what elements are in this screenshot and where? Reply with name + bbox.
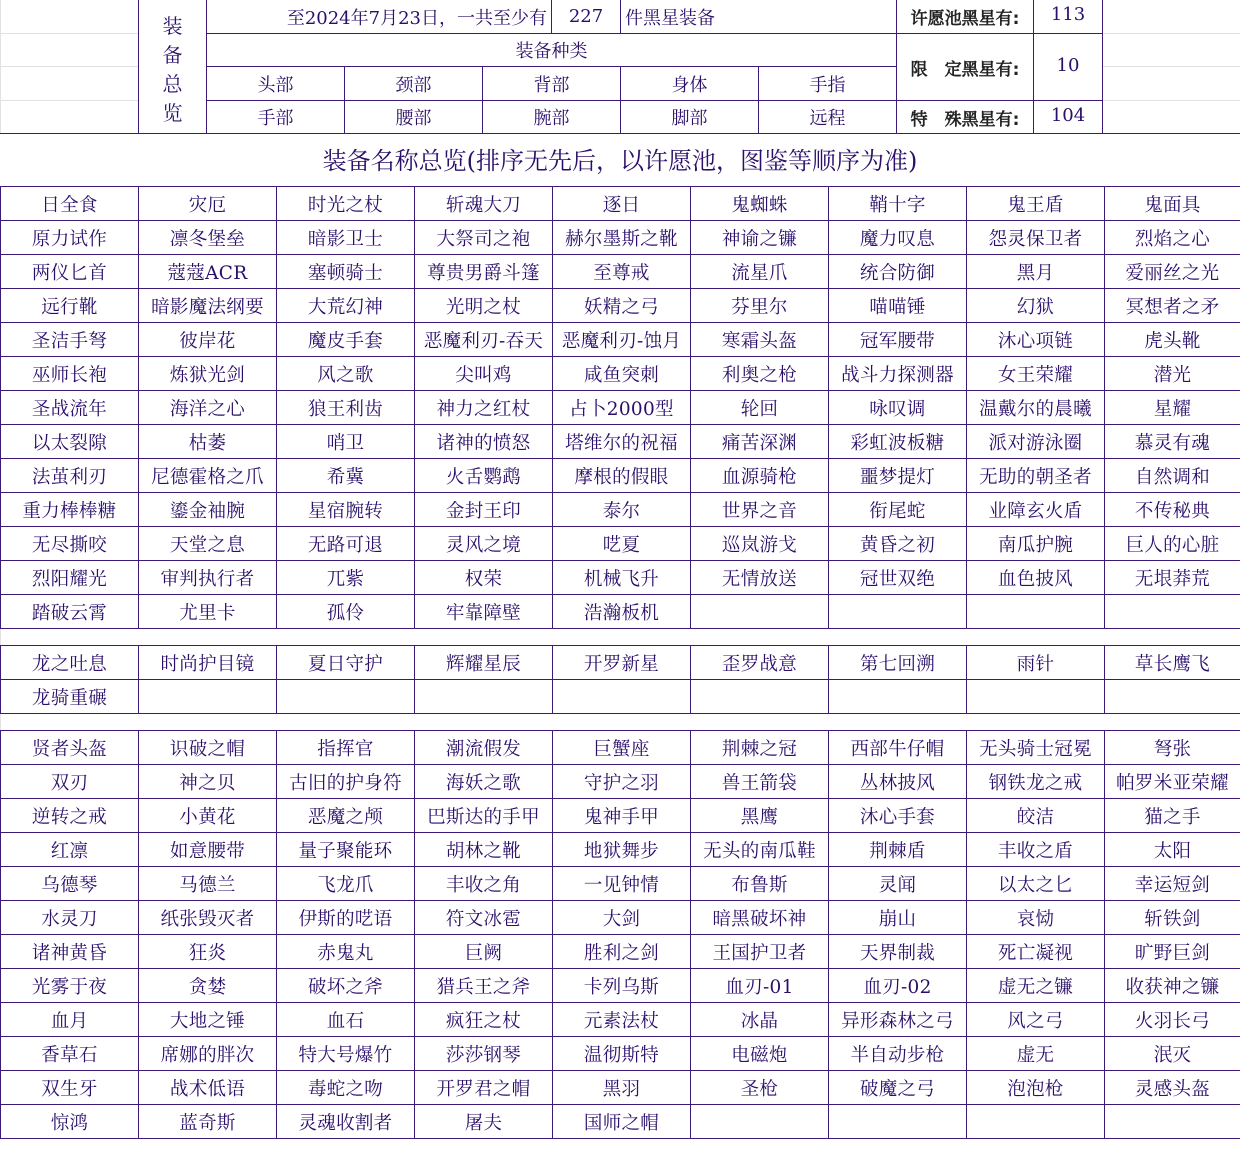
item-cell[interactable]: 丛林披风: [829, 765, 967, 799]
category-hand: 手部: [257, 108, 294, 129]
empty-cell[interactable]: [829, 680, 967, 714]
item-cell[interactable]: 噩梦提灯: [829, 459, 967, 493]
item-cell[interactable]: 尼德霍格之爪: [139, 459, 277, 493]
item-cell[interactable]: 咸鱼突刺: [553, 357, 691, 391]
table-row: [1, 527, 1240, 561]
item-cell[interactable]: 开罗君之帽: [415, 1071, 553, 1105]
item-cell[interactable]: 歪罗战意: [691, 646, 829, 680]
item-cell[interactable]: 光雾于夜: [1, 969, 139, 1003]
item-cell[interactable]: 贤者头盔: [1, 731, 139, 765]
table-row: [1, 561, 1240, 595]
item-cell[interactable]: 古旧的护身符: [277, 765, 415, 799]
empty-cell[interactable]: [691, 1105, 829, 1139]
item-cell[interactable]: 重力棒棒糖: [1, 493, 139, 527]
item-cell[interactable]: 女王荣耀: [967, 357, 1105, 391]
limited-table: [0, 645, 1240, 714]
item-cell[interactable]: 无头骑士冠冕: [967, 731, 1105, 765]
item-cell[interactable]: 泡泡枪: [967, 1071, 1105, 1105]
item-cell[interactable]: 芬里尔: [691, 289, 829, 323]
item-cell[interactable]: 半自动步枪: [829, 1037, 967, 1071]
item-cell[interactable]: 如意腰带: [139, 833, 277, 867]
item-cell[interactable]: 灵风之境: [415, 527, 553, 561]
item-cell[interactable]: 鞘十字: [829, 187, 967, 221]
item-cell[interactable]: 轮回: [691, 391, 829, 425]
item-cell[interactable]: 贪婪: [139, 969, 277, 1003]
item-cell[interactable]: 乌德琴: [1, 867, 139, 901]
item-cell[interactable]: 火舌鹦鹉: [415, 459, 553, 493]
table-row: [1, 459, 1240, 493]
item-cell[interactable]: 塞顿骑士: [277, 255, 415, 289]
empty-cell[interactable]: [967, 1105, 1105, 1139]
item-cell[interactable]: 痛苦深渊: [691, 425, 829, 459]
item-cell[interactable]: 伊斯的呓语: [277, 901, 415, 935]
item-cell[interactable]: 灾厄: [139, 187, 277, 221]
item-cell[interactable]: 不传秘典: [1105, 493, 1240, 527]
item-cell[interactable]: 双生牙: [1, 1071, 139, 1105]
item-cell[interactable]: 莎莎钢琴: [415, 1037, 553, 1071]
item-cell[interactable]: 飞龙爪: [277, 867, 415, 901]
item-cell[interactable]: 法茧利刃: [1, 459, 139, 493]
item-cell[interactable]: 踏破云霄: [1, 595, 139, 629]
item-cell[interactable]: 电磁炮: [691, 1037, 829, 1071]
item-cell[interactable]: 小黄花: [139, 799, 277, 833]
overview-label-char: 装: [162, 14, 183, 38]
item-cell[interactable]: 流星爪: [691, 255, 829, 289]
category-back: 背部: [533, 74, 570, 96]
item-cell[interactable]: 辉耀星辰: [415, 646, 553, 680]
item-cell[interactable]: 黑羽: [553, 1071, 691, 1105]
item-cell[interactable]: 幻狱: [967, 289, 1105, 323]
category-head: 头部: [257, 74, 294, 96]
item-cell[interactable]: 皎洁: [967, 799, 1105, 833]
item-cell[interactable]: 大祭司之袍: [415, 221, 553, 255]
item-cell[interactable]: 风之弓: [967, 1003, 1105, 1037]
item-cell[interactable]: 天界制裁: [829, 935, 967, 969]
item-cell[interactable]: 狂炎: [139, 935, 277, 969]
limited-label: 限 定黑星有:: [910, 59, 1020, 80]
item-cell[interactable]: 香草石: [1, 1037, 139, 1071]
item-cell[interactable]: 红凛: [1, 833, 139, 867]
item-cell[interactable]: 日全食: [1, 187, 139, 221]
item-cell[interactable]: 量子聚能环: [277, 833, 415, 867]
table-row: [1, 595, 1240, 629]
item-cell[interactable]: 大地之锤: [139, 1003, 277, 1037]
item-cell[interactable]: 符文冰雹: [415, 901, 553, 935]
item-cell[interactable]: 黑鹰: [691, 799, 829, 833]
table-row: [1, 646, 1240, 680]
item-cell[interactable]: 圣洁手弩: [1, 323, 139, 357]
item-cell[interactable]: 战斗力探测器: [829, 357, 967, 391]
item-cell[interactable]: 巡岚游戈: [691, 527, 829, 561]
item-cell[interactable]: 占卜2000型: [553, 391, 691, 425]
item-cell[interactable]: 烈阳耀光: [1, 561, 139, 595]
empty-cell[interactable]: [829, 595, 967, 629]
item-cell[interactable]: 温戴尔的晨曦: [967, 391, 1105, 425]
item-cell[interactable]: 鬼王盾: [967, 187, 1105, 221]
item-cell[interactable]: 猫之手: [1105, 799, 1240, 833]
table-row: [1, 1071, 1240, 1105]
overview-label: [139, 10, 206, 125]
item-cell[interactable]: 灵感头盔: [1105, 1071, 1240, 1105]
item-cell[interactable]: 斩魂大刀: [415, 187, 553, 221]
item-cell[interactable]: 卡列乌斯: [553, 969, 691, 1003]
item-cell[interactable]: 惊鸿: [1, 1105, 139, 1139]
item-cell[interactable]: 死亡凝视: [967, 935, 1105, 969]
item-cell[interactable]: 两仪匕首: [1, 255, 139, 289]
item-cell[interactable]: 机械飞升: [553, 561, 691, 595]
item-cell[interactable]: 尖叫鸡: [415, 357, 553, 391]
table-row: [1, 935, 1240, 969]
item-cell[interactable]: 大荒幻神: [277, 289, 415, 323]
item-cell[interactable]: 荆棘盾: [829, 833, 967, 867]
item-cell[interactable]: 狼王利齿: [277, 391, 415, 425]
item-cell[interactable]: 逐日: [553, 187, 691, 221]
category-wrist: 腕部: [533, 108, 570, 129]
table-row: [1, 833, 1240, 867]
table-row: [1, 1105, 1240, 1139]
item-cell[interactable]: 守护之羽: [553, 765, 691, 799]
item-cell[interactable]: 血源骑枪: [691, 459, 829, 493]
special-count: 104: [1050, 104, 1086, 126]
item-cell[interactable]: 黑月: [967, 255, 1105, 289]
item-cell[interactable]: 沐心手套: [829, 799, 967, 833]
item-cell[interactable]: 魔力叹息: [829, 221, 967, 255]
item-cell[interactable]: 战术低语: [139, 1071, 277, 1105]
item-cell[interactable]: 血色披风: [967, 561, 1105, 595]
table-row: [1, 323, 1240, 357]
item-cell[interactable]: 无情放送: [691, 561, 829, 595]
item-cell[interactable]: 虚无之镰: [967, 969, 1105, 1003]
item-cell[interactable]: 光明之杖: [415, 289, 553, 323]
item-cell[interactable]: 彩虹波板糖: [829, 425, 967, 459]
item-cell[interactable]: 兀紫: [277, 561, 415, 595]
item-cell[interactable]: 一见钟情: [553, 867, 691, 901]
item-cell[interactable]: 雨针: [967, 646, 1105, 680]
item-cell[interactable]: 鬼面具: [1105, 187, 1240, 221]
item-cell[interactable]: 旷野巨剑: [1105, 935, 1240, 969]
item-cell[interactable]: 以太裂隙: [1, 425, 139, 459]
item-cell[interactable]: 星宿腕转: [277, 493, 415, 527]
item-cell[interactable]: 原力试作: [1, 221, 139, 255]
item-cell[interactable]: 草长鹰飞: [1105, 646, 1240, 680]
item-cell[interactable]: 血刃-01: [691, 969, 829, 1003]
item-cell[interactable]: 虚无: [967, 1037, 1105, 1071]
item-cell[interactable]: 龙骑重碾: [1, 680, 139, 714]
item-cell[interactable]: 屠夫: [415, 1105, 553, 1139]
item-cell[interactable]: 哀恸: [967, 901, 1105, 935]
item-cell[interactable]: 海洋之心: [139, 391, 277, 425]
section-title: 装备名称总览(排序无先后，以许愿池，图鉴等顺序为准): [322, 147, 918, 175]
item-cell[interactable]: 无尽撕咬: [1, 527, 139, 561]
table-row: [1, 901, 1240, 935]
item-cell[interactable]: 疯狂之杖: [415, 1003, 553, 1037]
item-cell[interactable]: 开罗新星: [553, 646, 691, 680]
empty-cell[interactable]: [415, 680, 553, 714]
item-cell[interactable]: 凛冬堡垒: [139, 221, 277, 255]
item-cell[interactable]: 海妖之歌: [415, 765, 553, 799]
item-cell[interactable]: 冥想者之矛: [1105, 289, 1240, 323]
table-row: [1, 969, 1240, 1003]
item-cell[interactable]: 暗影魔法纲要: [139, 289, 277, 323]
item-cell[interactable]: 兽王箭袋: [691, 765, 829, 799]
item-cell[interactable]: 尤里卡: [139, 595, 277, 629]
item-cell[interactable]: 恶魔利刃-蚀月: [553, 323, 691, 357]
item-cell[interactable]: 丰收之角: [415, 867, 553, 901]
item-cell[interactable]: 暗黑破坏神: [691, 901, 829, 935]
overview-label-char: 览: [162, 101, 183, 125]
item-cell[interactable]: 血刃-02: [829, 969, 967, 1003]
wishing-pool-count: 113: [1050, 3, 1086, 25]
item-cell[interactable]: 枯萎: [139, 425, 277, 459]
item-cell[interactable]: 元素法杖: [553, 1003, 691, 1037]
item-cell[interactable]: 远行靴: [1, 289, 139, 323]
item-cell[interactable]: 温彻斯特: [553, 1037, 691, 1071]
overview-label-char: 备: [162, 43, 183, 67]
item-cell[interactable]: 无助的朝圣者: [967, 459, 1105, 493]
item-cell[interactable]: 第七回溯: [829, 646, 967, 680]
item-cell[interactable]: 时光之杖: [277, 187, 415, 221]
item-cell[interactable]: 逆转之戒: [1, 799, 139, 833]
item-cell[interactable]: 席娜的胖次: [139, 1037, 277, 1071]
item-cell[interactable]: 破坏之斧: [277, 969, 415, 1003]
item-cell[interactable]: 天堂之息: [139, 527, 277, 561]
item-cell[interactable]: 浩瀚板机: [553, 595, 691, 629]
table-row: [1, 425, 1240, 459]
item-cell[interactable]: 国师之帽: [553, 1105, 691, 1139]
item-cell[interactable]: 虎头靴: [1105, 323, 1240, 357]
item-cell[interactable]: 马德兰: [139, 867, 277, 901]
table-row: [1, 357, 1240, 391]
categories-title: 装备种类: [515, 41, 588, 62]
item-cell[interactable]: 诸神的愤怒: [415, 425, 553, 459]
table-row: [1, 1003, 1240, 1037]
item-cell[interactable]: 至尊戒: [553, 255, 691, 289]
item-cell[interactable]: 慕灵有魂: [1105, 425, 1240, 459]
item-cell[interactable]: 无垠莽荒: [1105, 561, 1240, 595]
item-cell[interactable]: 破魔之弓: [829, 1071, 967, 1105]
item-cell[interactable]: 水灵刀: [1, 901, 139, 935]
item-cell[interactable]: 猎兵王之斧: [415, 969, 553, 1003]
item-cell[interactable]: 灵闻: [829, 867, 967, 901]
item-cell[interactable]: 潜光: [1105, 357, 1240, 391]
item-cell[interactable]: 怨灵保卫者: [967, 221, 1105, 255]
item-cell[interactable]: 神之贝: [139, 765, 277, 799]
item-cell[interactable]: 巴斯达的手甲: [415, 799, 553, 833]
item-cell[interactable]: 潮流假发: [415, 731, 553, 765]
item-cell[interactable]: 恶魔之颅: [277, 799, 415, 833]
table-row: [1, 1037, 1240, 1071]
date-suffix: 件黑星装备: [625, 7, 715, 29]
item-cell[interactable]: 识破之帽: [139, 731, 277, 765]
empty-cell[interactable]: [277, 680, 415, 714]
item-cell[interactable]: 喵喵锤: [829, 289, 967, 323]
item-cell[interactable]: 巨蟹座: [553, 731, 691, 765]
item-cell[interactable]: 西部牛仔帽: [829, 731, 967, 765]
item-cell[interactable]: 呓夏: [553, 527, 691, 561]
item-cell[interactable]: 南瓜护腕: [967, 527, 1105, 561]
item-cell[interactable]: 圣战流年: [1, 391, 139, 425]
table-row: [1, 799, 1240, 833]
category-ranged: 远程: [809, 108, 846, 129]
date-prefix: 至2024年7月23日，一共至少有: [286, 7, 547, 29]
item-cell[interactable]: 哨卫: [277, 425, 415, 459]
item-cell[interactable]: 收获神之镰: [1105, 969, 1240, 1003]
item-cell[interactable]: 泯灭: [1105, 1037, 1240, 1071]
item-cell[interactable]: 世界之音: [691, 493, 829, 527]
item-cell[interactable]: 火羽长弓: [1105, 1003, 1240, 1037]
item-cell[interactable]: 赤鬼丸: [277, 935, 415, 969]
item-cell[interactable]: 丰收之盾: [967, 833, 1105, 867]
empty-cell[interactable]: [553, 680, 691, 714]
item-cell[interactable]: 血石: [277, 1003, 415, 1037]
item-cell[interactable]: 审判执行者: [139, 561, 277, 595]
item-cell[interactable]: 泰尔: [553, 493, 691, 527]
item-cell[interactable]: 彼岸花: [139, 323, 277, 357]
item-cell[interactable]: 冰晶: [691, 1003, 829, 1037]
item-cell[interactable]: 寒霜头盔: [691, 323, 829, 357]
empty-cell[interactable]: [967, 680, 1105, 714]
item-cell[interactable]: 斩铁剑: [1105, 901, 1240, 935]
item-cell[interactable]: 恶魔利刃-吞天: [415, 323, 553, 357]
item-cell[interactable]: 异形森林之弓: [829, 1003, 967, 1037]
total-count: 227: [568, 6, 604, 27]
item-cell[interactable]: 妖精之弓: [553, 289, 691, 323]
table-row: [1, 867, 1240, 901]
item-cell[interactable]: 星耀: [1105, 391, 1240, 425]
overview-label-char: 总: [162, 72, 183, 96]
table-row: [1, 391, 1240, 425]
item-cell[interactable]: 希冀: [277, 459, 415, 493]
item-cell[interactable]: 孤伶: [277, 595, 415, 629]
empty-cell[interactable]: [1105, 1105, 1240, 1139]
table-row: [1, 731, 1240, 765]
item-cell[interactable]: 钢铁龙之戒: [967, 765, 1105, 799]
empty-cell[interactable]: [967, 595, 1105, 629]
limited-count: 10: [1056, 54, 1080, 76]
item-cell[interactable]: 崩山: [829, 901, 967, 935]
empty-cell[interactable]: [1105, 680, 1240, 714]
item-cell[interactable]: 布鲁斯: [691, 867, 829, 901]
table-row: [1, 680, 1240, 714]
item-cell[interactable]: 毒蛇之吻: [277, 1071, 415, 1105]
item-cell[interactable]: 幸运短剑: [1105, 867, 1240, 901]
item-cell[interactable]: 大剑: [553, 901, 691, 935]
special-table: [0, 730, 1240, 1139]
item-cell[interactable]: 灵魂收割者: [277, 1105, 415, 1139]
item-cell[interactable]: 胡林之靴: [415, 833, 553, 867]
empty-cell[interactable]: [1105, 595, 1240, 629]
item-cell[interactable]: 巫师长袍: [1, 357, 139, 391]
table-row: [1, 289, 1240, 323]
item-cell[interactable]: 冠军腰带: [829, 323, 967, 357]
item-cell[interactable]: 蔻蔻ACR: [139, 255, 277, 289]
table-row: [1, 765, 1240, 799]
item-cell[interactable]: 鬼神手甲: [553, 799, 691, 833]
item-cell[interactable]: 摩根的假眼: [553, 459, 691, 493]
empty-cell[interactable]: [139, 680, 277, 714]
item-cell[interactable]: 咏叹调: [829, 391, 967, 425]
table-row: [1, 255, 1240, 289]
item-cell[interactable]: 无路可退: [277, 527, 415, 561]
item-cell[interactable]: 胜利之剑: [553, 935, 691, 969]
category-feet: 脚部: [671, 108, 708, 129]
item-cell[interactable]: 鬼蜘蛛: [691, 187, 829, 221]
item-cell[interactable]: 牢靠障壁: [415, 595, 553, 629]
item-cell[interactable]: 龙之吐息: [1, 646, 139, 680]
item-cell[interactable]: 夏日守护: [277, 646, 415, 680]
item-cell[interactable]: 诸神黄昏: [1, 935, 139, 969]
item-cell[interactable]: 圣枪: [691, 1071, 829, 1105]
special-label: 特 殊黑星有:: [910, 109, 1020, 130]
item-cell[interactable]: 冠世双绝: [829, 561, 967, 595]
item-cell[interactable]: 沐心项链: [967, 323, 1105, 357]
item-cell[interactable]: 巨人的心脏: [1105, 527, 1240, 561]
item-cell[interactable]: 血月: [1, 1003, 139, 1037]
item-cell[interactable]: 帕罗米亚荣耀: [1105, 765, 1240, 799]
item-cell[interactable]: 神谕之镰: [691, 221, 829, 255]
empty-cell[interactable]: [691, 595, 829, 629]
category-body: 身体: [671, 74, 708, 96]
wishing-pool-label: 许愿池黑星有:: [910, 9, 1020, 29]
item-cell[interactable]: 自然调和: [1105, 459, 1240, 493]
item-cell[interactable]: 派对游泳圈: [967, 425, 1105, 459]
item-cell[interactable]: 荆棘之冠: [691, 731, 829, 765]
item-cell[interactable]: 塔维尔的祝福: [553, 425, 691, 459]
table-row: [1, 187, 1240, 221]
item-cell[interactable]: 黄昏之初: [829, 527, 967, 561]
item-cell[interactable]: 无头的南瓜鞋: [691, 833, 829, 867]
item-cell[interactable]: 业障玄火盾: [967, 493, 1105, 527]
empty-cell[interactable]: [691, 680, 829, 714]
item-cell[interactable]: 神力之红杖: [415, 391, 553, 425]
item-cell[interactable]: 赫尔墨斯之靴: [553, 221, 691, 255]
item-cell[interactable]: 太阳: [1105, 833, 1240, 867]
item-cell[interactable]: 炼狱光剑: [139, 357, 277, 391]
item-cell[interactable]: 统合防御: [829, 255, 967, 289]
table-row: [1, 493, 1240, 527]
item-cell[interactable]: 权荣: [415, 561, 553, 595]
category-finger: 手指: [809, 74, 846, 96]
item-cell[interactable]: 尊贵男爵斗篷: [415, 255, 553, 289]
item-cell[interactable]: 时尚护目镜: [139, 646, 277, 680]
category-waist: 腰部: [395, 108, 432, 129]
item-cell[interactable]: 指挥官: [277, 731, 415, 765]
item-cell[interactable]: 双刃: [1, 765, 139, 799]
item-cell[interactable]: 利奥之枪: [691, 357, 829, 391]
item-cell[interactable]: 以太之匕: [967, 867, 1105, 901]
wishing-pool-table: [0, 186, 1240, 629]
item-cell[interactable]: 爱丽丝之光: [1105, 255, 1240, 289]
category-neck: 颈部: [395, 74, 432, 96]
table-row: [1, 221, 1240, 255]
item-cell[interactable]: 蓝奇斯: [139, 1105, 277, 1139]
item-cell[interactable]: 衔尾蛇: [829, 493, 967, 527]
item-cell[interactable]: 弩张: [1105, 731, 1240, 765]
item-cell[interactable]: 魔皮手套: [277, 323, 415, 357]
item-cell[interactable]: 金封王印: [415, 493, 553, 527]
item-cell[interactable]: 地狱舞步: [553, 833, 691, 867]
item-cell[interactable]: 暗影卫士: [277, 221, 415, 255]
item-cell[interactable]: 烈焰之心: [1105, 221, 1240, 255]
item-cell[interactable]: 鎏金袖腕: [139, 493, 277, 527]
item-cell[interactable]: 王国护卫者: [691, 935, 829, 969]
item-cell[interactable]: 纸张毁灭者: [139, 901, 277, 935]
item-cell[interactable]: 风之歌: [277, 357, 415, 391]
item-cell[interactable]: 巨阙: [415, 935, 553, 969]
empty-cell[interactable]: [829, 1105, 967, 1139]
item-cell[interactable]: 特大号爆竹: [277, 1037, 415, 1071]
